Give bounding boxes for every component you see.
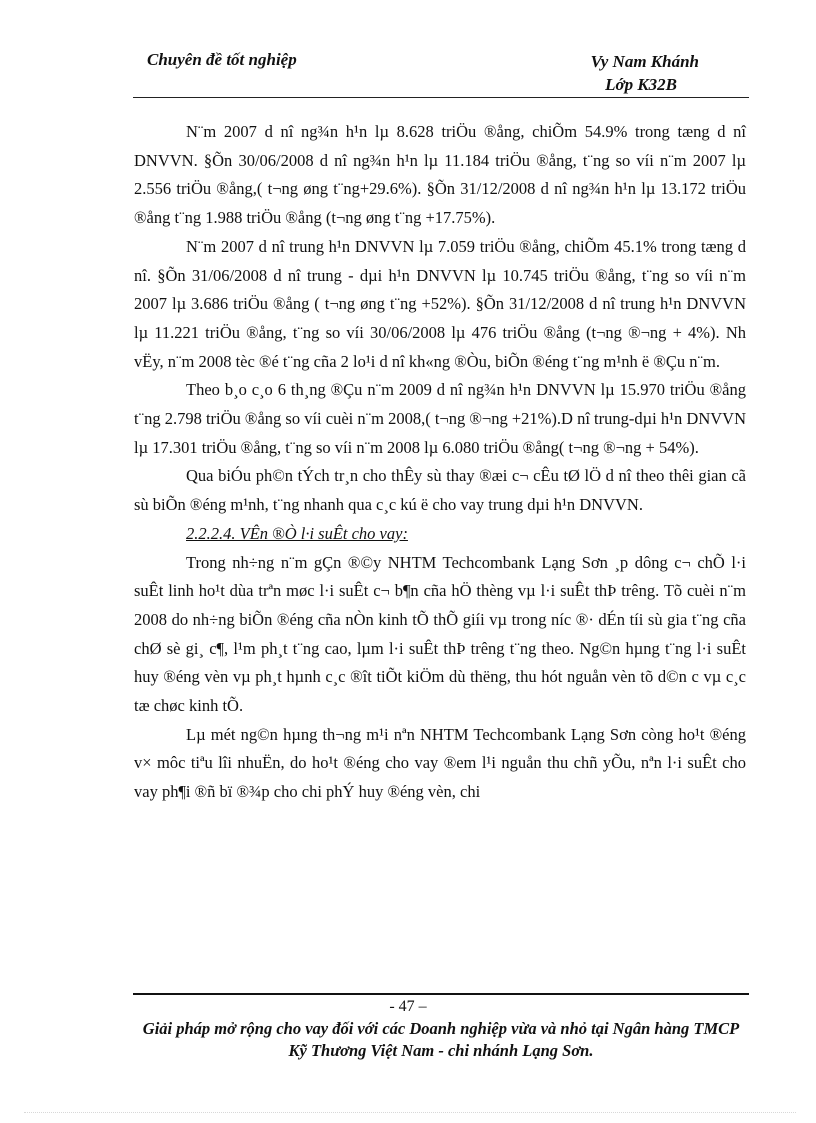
section-heading: 2.2.2.4. VÊn ®Ò l·i suÊt cho vay: — [186, 523, 408, 543]
header-topic: Chuyên đề tốt nghiệp — [147, 50, 297, 69]
paragraph: N¨m 2007 d nî trung h¹n DNVVN lµ 7.059 triÖu ®ång, chiÕm 45.1% trong tæng d nî. §Õn 31/06/2008 d nî trung - dµi h¹n DNVVN lµ 10.745 triÖu ®ång, t¨ng so víi n¨m 2007 lµ 3.686 triÖu ®ång ( t¬ng øng t¨ng +52%). §Õn 31/12/2008 d nî trung h¹n DNVVN lµ 11.221 triÖu ®ång, t¨ng so víi 30/06/2008 lµ 476 triÖu ®ång (t¬ng ®¬ng + 4%). Nh vËy, n¨m 2008 tèc ®é t¨ng cña 2 lo¹i d nî kh«ng ®Òu, biÕn ®éng t¨ng m¹nh ë ®Çu n¨m. — [134, 236, 746, 371]
page-number: - 47 – — [389, 998, 427, 1015]
footer-divider — [133, 993, 749, 995]
header-class: Lớp K32B — [605, 75, 677, 94]
page-edge — [24, 1112, 796, 1113]
header-divider — [133, 97, 749, 98]
paragraph: Lµ mét ng©n hµng th¬ng m¹i nªn NHTM Techcombank Lạng Sơn còng ho¹t ®éng v× môc tiªu lîi nhuËn, do ho¹t ®éng cho vay ®em l¹i nguån thu chñ yÕu, nªn l·i suÊt cho vay ph¶i ®ñ bï ®¾p cho chi phÝ huy ®éng vèn, chi — [134, 724, 746, 802]
paragraph: Qua biÓu ph©n tÝch tr¸n cho thÊy sù thay ®æi c¬ cÊu tØ lÖ d nî theo thêi gian cã sù biÕn ®éng m¹nh, t¨ng nhanh qua c¸c kú ë cho vay trung dµi h¹n DNVVN. — [134, 466, 746, 515]
header-author: Vy Nam Khánh — [590, 52, 699, 71]
footer-title: Giải pháp mở rộng cho vay đối với các Doanh nghiệp vừa và nhỏ tại Ngân hàng TMCP Kỹ Thương Việt Nam - chi nhánh Lạng Sơn. — [142, 1019, 740, 1060]
paragraph: Trong nh÷ng n¨m gÇn ®©y NHTM Techcombank Lạng Sơn ¸p dông c¬ chÕ l·i suÊt linh ho¹t dùa trªn møc l·i suÊt c¬ b¶n cña hÖ thèng vµ l·i suÊt thÞ trêng. Tõ cuèi n¨m 2008 do nh÷ng biÕn ®éng cña nÒn kinh tÕ thÕ giíi vµ trong níc ®· dÉn tíi sù gia t¨ng cña chØ sè gi¸ c¶, l¹m ph¸t t¨ng cao, lµm l·i suÊt thÞ trêng t¨ng theo. Ng©n hµng t¨ng l·i suÊt huy ®éng vèn vµ ph¸t hµnh c¸c ®ît tiÕt kiÖm dù thëng, thu hót nguån vèn tõ d©n c vµ c¸c tæ chøc kinh tÕ. — [134, 552, 746, 716]
document-body — [134, 118, 746, 807]
paragraph: N¨m 2007 d nî ng¾n h¹n lµ 8.628 triÖu ®ång, chiÕm 54.9% trong tæng d nî DNVVN. §Õn 30/06/2008 d nî ng¾n h¹n lµ 11.184 triÖu ®ång, t¨ng so víi n¨m 2007 lµ 2.556 triÖu ®ång,( t¬ng øng t¨ng+29.6%). §Õn 31/12/2008 d nî ng¾n h¹n lµ 13.172 triÖu ®ång t¨ng 1.988 triÖu ®ång (t¬ng øng t¨ng +17.75%). — [134, 122, 746, 228]
header-author-block — [591, 50, 699, 96]
paragraph: Theo b¸o c¸o 6 th¸ng ®Çu n¨m 2009 d nî ng¾n h¹n DNVVN lµ 15.970 triÖu ®ång t¨ng 2.798 triÖu ®ång so víi cuèi n¨m 2008,( t¬ng ®¬ng +21%).D nî trung-dµi h¹n DNVVN lµ 17.301 triÖu ®ång, t¨ng so víi n¨m 2008 lµ 6.080 triÖu ®ång( t¬ng ®¬ng + 54%). — [134, 380, 746, 457]
